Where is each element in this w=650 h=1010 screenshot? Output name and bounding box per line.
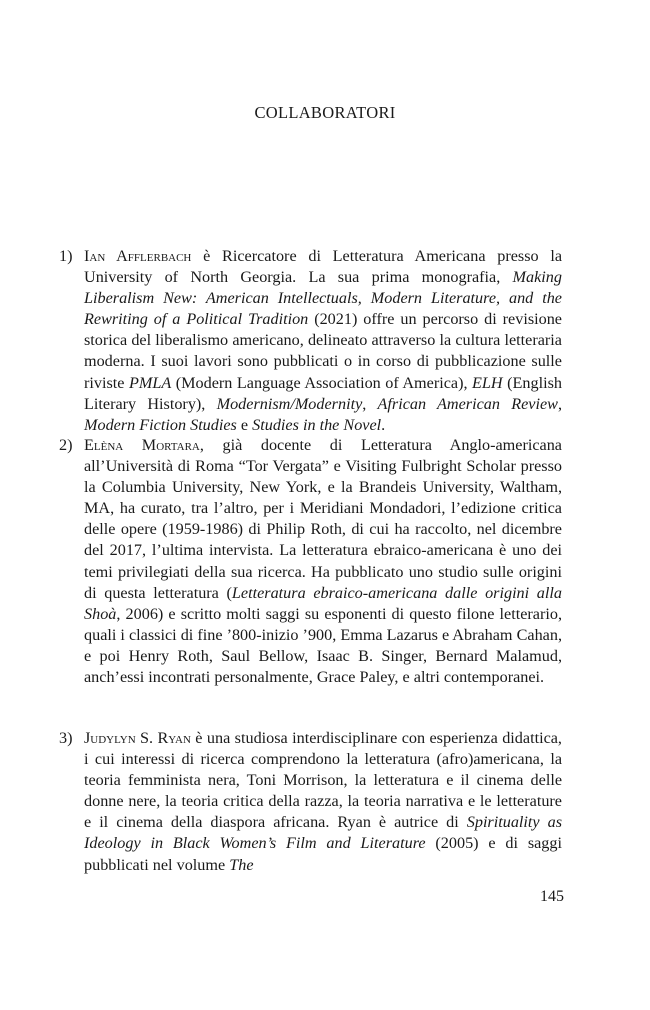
entry-number: 3) bbox=[59, 729, 73, 747]
contributor-entry-1 bbox=[59, 246, 563, 436]
italic-title: Modernism/Modernity bbox=[216, 394, 363, 413]
body-text: , 2006) e scritto molti saggi su esponenti di questo filone letterario, quali i classici di fine ’800-inizio ’900, Emma Lazarus e Abraham Cahan, e poi Henry Roth, Saul Bellow, Isaac B. Singer, Bernard Malamud, anch’essi incontrati personalmente, Grace Paley, e altri contemporanei. bbox=[84, 604, 562, 687]
body-text: . bbox=[381, 415, 386, 434]
body-text: (Modern Language Association of America), bbox=[171, 373, 473, 392]
italic-title: The bbox=[229, 855, 254, 874]
contributor-name: Elèna Mortara bbox=[84, 436, 200, 454]
body-text: (2021) offre un percorso di revisione storica del liberalismo americano, delineato attraverso la cultura letteraria moderna. I suoi lavori sono pubblicati o in corso di pubblicazione sulle riviste bbox=[84, 310, 562, 392]
body-text: , bbox=[362, 394, 378, 413]
page-number: 145 bbox=[540, 888, 564, 905]
body-text: (English Literary History), bbox=[84, 373, 562, 413]
body-text: è Ricercatore di Letteratura Americana presso la University of North Georgia. La sua prima monografia, bbox=[84, 247, 563, 287]
entry-text bbox=[84, 728, 562, 876]
contributor-entry-2 bbox=[59, 435, 562, 688]
italic-title: ELH bbox=[472, 373, 503, 392]
body-text: , già docente di Letteratura Anglo-americana all’Università di Roma “Tor Vergata” e Visiting Fulbright Scholar presso la Columbia University, New York, e la Brandeis University, Waltham, MA, ha curato, tra l’altro, per i Meridiani Mondadori, l’edizione critica delle opere (1959-1986) di Philip Roth, di cui ha raccolto, nel dicembre del 2017, l’ultima intervista. La letteratura ebraico-americana è uno dei temi privilegiati della sua ricerca. Ha pubblicato uno studio sulle origini di questa letteratura ( bbox=[84, 436, 562, 602]
entry-text bbox=[84, 246, 562, 436]
body-text: è una studiosa interdisciplinare con esperienza didattica, i cui interessi di ricerca comprendono la letteratura (afro)americana, la teoria femminista nera, Toni Morrison, la letteratura e il cinema delle donne nere, la teoria critica della razza, la teoria narrativa e le letterature e il cinema della diaspora africana. Ryan è autrice di bbox=[84, 729, 562, 832]
italic-title: Modern Fiction Studies bbox=[84, 415, 237, 434]
italic-title: Studies in the Novel bbox=[252, 415, 382, 434]
page-title: COLLABORATORI bbox=[254, 103, 396, 122]
contributor-entry-3 bbox=[59, 728, 562, 876]
entry-number: 2) bbox=[59, 436, 73, 454]
contributor-name: Ian Afflerbach bbox=[84, 247, 192, 265]
body-text: (2005) e di saggi pubblicati nel volume bbox=[84, 834, 562, 874]
entry-number: 1) bbox=[59, 247, 73, 265]
italic-title: PMLA bbox=[128, 373, 172, 392]
body-text: e bbox=[236, 415, 253, 434]
italic-title: African American Review bbox=[377, 394, 558, 413]
body-text: , bbox=[557, 394, 562, 413]
italic-title: Spirituality as Ideology in Black Women’s Film and Literature bbox=[84, 813, 562, 853]
contributor-name: Judylyn S. Ryan bbox=[84, 729, 191, 747]
italic-title: Making Liberalism New: American Intellectuals, Modern Literature, and the Rewriting of a Political Tradition bbox=[84, 268, 562, 329]
entry-text bbox=[84, 435, 562, 688]
italic-title: Letteratura ebraico-americana dalle origini alla Shoà bbox=[84, 583, 562, 623]
